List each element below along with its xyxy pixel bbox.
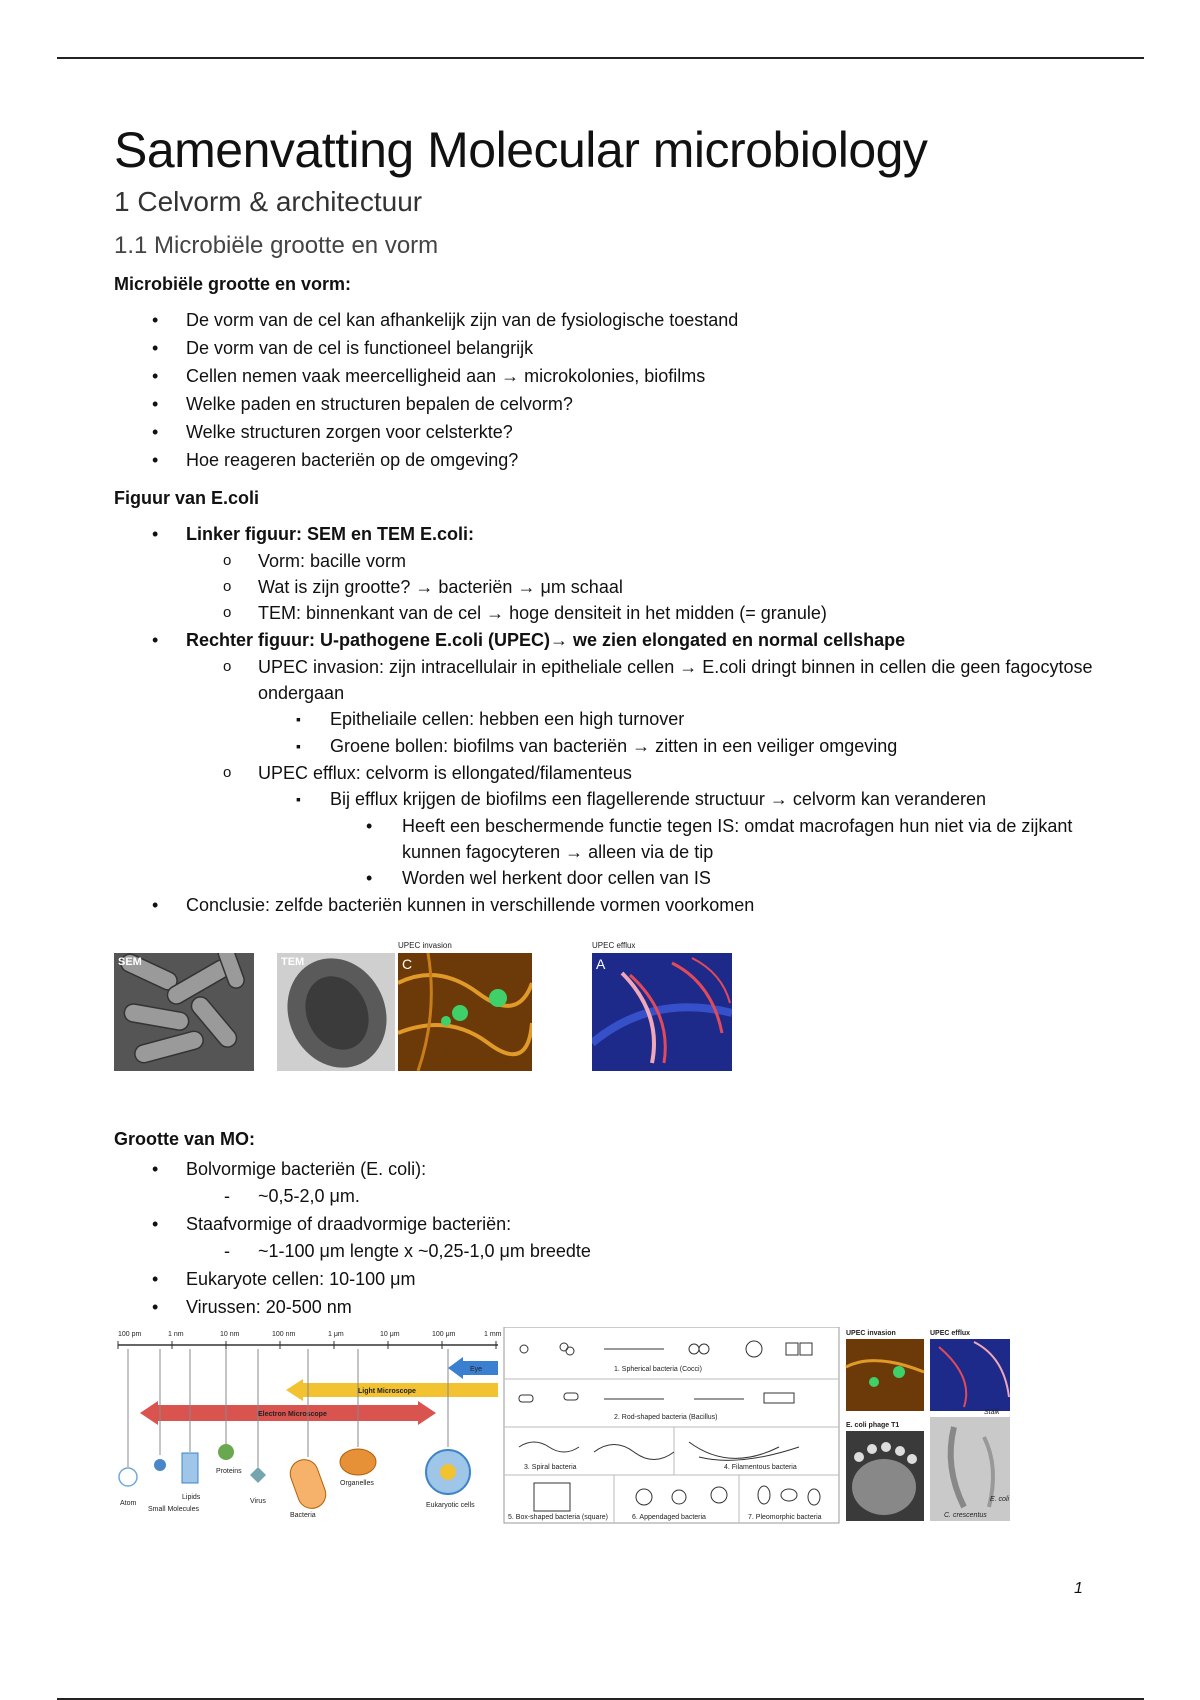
list-item: • Eukaryote cellen: 10-100 μm: [114, 1265, 1114, 1293]
list-item: [114, 1155, 1114, 1210]
object-label: Atom: [120, 1500, 137, 1507]
item-label: Rechter figuur: U-pathogene E.coli (UPEC)→ we zien elongated en normal cellshape: [186, 630, 906, 650]
page-number: 1: [1074, 1580, 1083, 1597]
list-item: - ~0,5-2,0 μm.: [186, 1183, 1114, 1210]
list-item: • Cellen nemen vaak meercelligheid aan → microkolonies, biofilms: [114, 362, 1114, 390]
list-item: • Welke paden en structuren bepalen de celvorm?: [114, 390, 1114, 418]
sem-label: SEM: [118, 956, 142, 968]
scale-label: 100 pm: [118, 1331, 142, 1338]
object-label: Lipids: [182, 1494, 201, 1501]
ecoli-figure-row: [114, 939, 1114, 1079]
item-text: Bij efflux krijgen de biofilms een flagellerende structuur → celvorm kan veranderen: [330, 789, 986, 809]
document-title: Samenvatting Molecular microbiology: [114, 122, 928, 178]
object-label: Small Molecules: [148, 1506, 199, 1513]
figure-svg: [114, 1327, 1114, 1527]
list-item: • De vorm van de cel kan afhankelijk zijn van de fysiologische toestand: [114, 306, 1114, 334]
item-text: UPEC efflux: celvorm is ellongated/filamenteus: [258, 763, 632, 783]
item-text: Bolvormige bacteriën (E. coli):: [186, 1159, 427, 1179]
list-item: - ~1-100 μm lengte x ~0,25-1,0 μm breedte: [186, 1238, 1114, 1265]
stalk-label: Stalk: [984, 1409, 1000, 1416]
upec-invasion-label: UPEC invasion: [846, 1330, 896, 1337]
list-item: o Vorm: bacille vorm: [186, 548, 1114, 574]
item-text: UPEC invasion: zijn intracellulair in epitheliale cellen → E.coli dringt binnen in cellen die geen fagocytose ondergaan: [258, 657, 1093, 703]
eye-label: Eye: [470, 1366, 483, 1373]
object-label: Organelles: [340, 1480, 374, 1487]
object-label: Virus: [250, 1498, 266, 1505]
list-item: o Wat is zijn grootte? → bacteriën → μm schaal: [186, 574, 1114, 600]
efflux-caption: UPEC efflux: [592, 941, 636, 950]
shape-label: 2. Rod-shaped bacteria (Bacillus): [614, 1414, 718, 1421]
list-item: • De vorm van de cel is functioneel belangrijk: [114, 334, 1114, 362]
scale-label: 10 μm: [380, 1331, 400, 1338]
panel-letter: A: [596, 956, 606, 972]
list-item: [114, 626, 1114, 891]
shape-label: 3. Spiral bacteria: [524, 1464, 577, 1471]
shape-label: 1. Spherical bacteria (Cocci): [614, 1366, 702, 1373]
list-item: [114, 1210, 1114, 1265]
document-body: [114, 118, 1114, 1527]
tem-label: TEM: [281, 956, 305, 968]
scale-label: 1 nm: [168, 1331, 184, 1338]
object-label: Bacteria: [290, 1512, 316, 1519]
item-label: Linker figuur: SEM en TEM E.coli:: [186, 524, 475, 544]
upec-invasion-image: [398, 953, 532, 1071]
scale-label: 100 nm: [272, 1331, 296, 1338]
list-item: • Heeft een beschermende functie tegen IS: omdat macrofagen hun niet via de zijkant kunnen fagocyteren → alleen via de tip: [330, 813, 1114, 865]
section-heading: 1 Celvorm & architectuur: [114, 186, 423, 217]
scale-label: 1 μm: [328, 1331, 344, 1338]
electron-microscope-label: Electron Microscope: [258, 1411, 327, 1418]
scale-label: 1 mm: [484, 1331, 502, 1338]
shape-label: 7. Pleomorphic bacteria: [748, 1514, 822, 1521]
upec-efflux-label: UPEC efflux: [930, 1330, 971, 1337]
ecoli-list: [114, 520, 1114, 919]
list-item: [114, 520, 1114, 626]
object-label: Eukaryotic cells: [426, 1502, 475, 1509]
panel-letter: C: [402, 956, 413, 972]
list-item: • Worden wel herkent door cellen van IS: [330, 865, 1114, 891]
upec-efflux-image: [592, 953, 732, 1071]
object-label: Proteins: [216, 1468, 242, 1475]
list-item: • Virussen: 20-500 nm: [114, 1293, 1114, 1321]
block-heading: Grootte van MO:: [114, 1129, 256, 1149]
list-item: o TEM: binnenkant van de cel → hoge densiteit in het midden (= granule): [186, 600, 1114, 626]
shape-label: 4. Filamentous bacteria: [724, 1464, 797, 1471]
list-item: [258, 786, 1114, 891]
size-shape-list: [114, 306, 1114, 474]
item-text: Staafvormige of draadvormige bacteriën:: [186, 1214, 512, 1234]
sem-image: [114, 953, 254, 1071]
top-rule: [57, 57, 1144, 59]
invasion-caption: UPEC invasion: [398, 941, 452, 950]
phage-label: E. coli phage T1: [846, 1422, 900, 1429]
list-item: • Conclusie: zelfde bacteriën kunnen in verschillende vormen voorkomen: [114, 891, 1114, 919]
tem-image: [277, 953, 395, 1071]
ecoli-label: E. coli: [990, 1496, 1010, 1503]
size-scale-figure: [114, 1327, 1114, 1527]
subsection-heading: 1.1 Microbiële grootte en vorm: [114, 232, 439, 259]
block-heading: Microbiële grootte en vorm:: [114, 274, 352, 294]
shape-label: 6. Appendaged bacteria: [632, 1514, 706, 1521]
list-item: • Welke structuren zorgen voor celsterkte?: [114, 418, 1114, 446]
scale-label: 100 μm: [432, 1331, 456, 1338]
block-heading: Figuur van E.coli: [114, 488, 260, 508]
list-item: [186, 654, 1114, 760]
shape-label: 5. Box-shaped bacteria (square): [508, 1514, 608, 1521]
list-item: [186, 760, 1114, 891]
list-item: ▪ Epitheliaile cellen: hebben een high turnover: [258, 706, 1114, 733]
list-item: ▪ Groene bollen: biofilms van bacteriën → zitten in een veiliger omgeving: [258, 733, 1114, 760]
light-microscope-label: Light Microscope: [358, 1388, 416, 1395]
list-item: • Hoe reageren bacteriën op de omgeving?: [114, 446, 1114, 474]
size-list: [114, 1155, 1114, 1321]
scale-label: 10 nm: [220, 1331, 240, 1338]
crescentus-label: C. crescentus: [944, 1512, 987, 1519]
